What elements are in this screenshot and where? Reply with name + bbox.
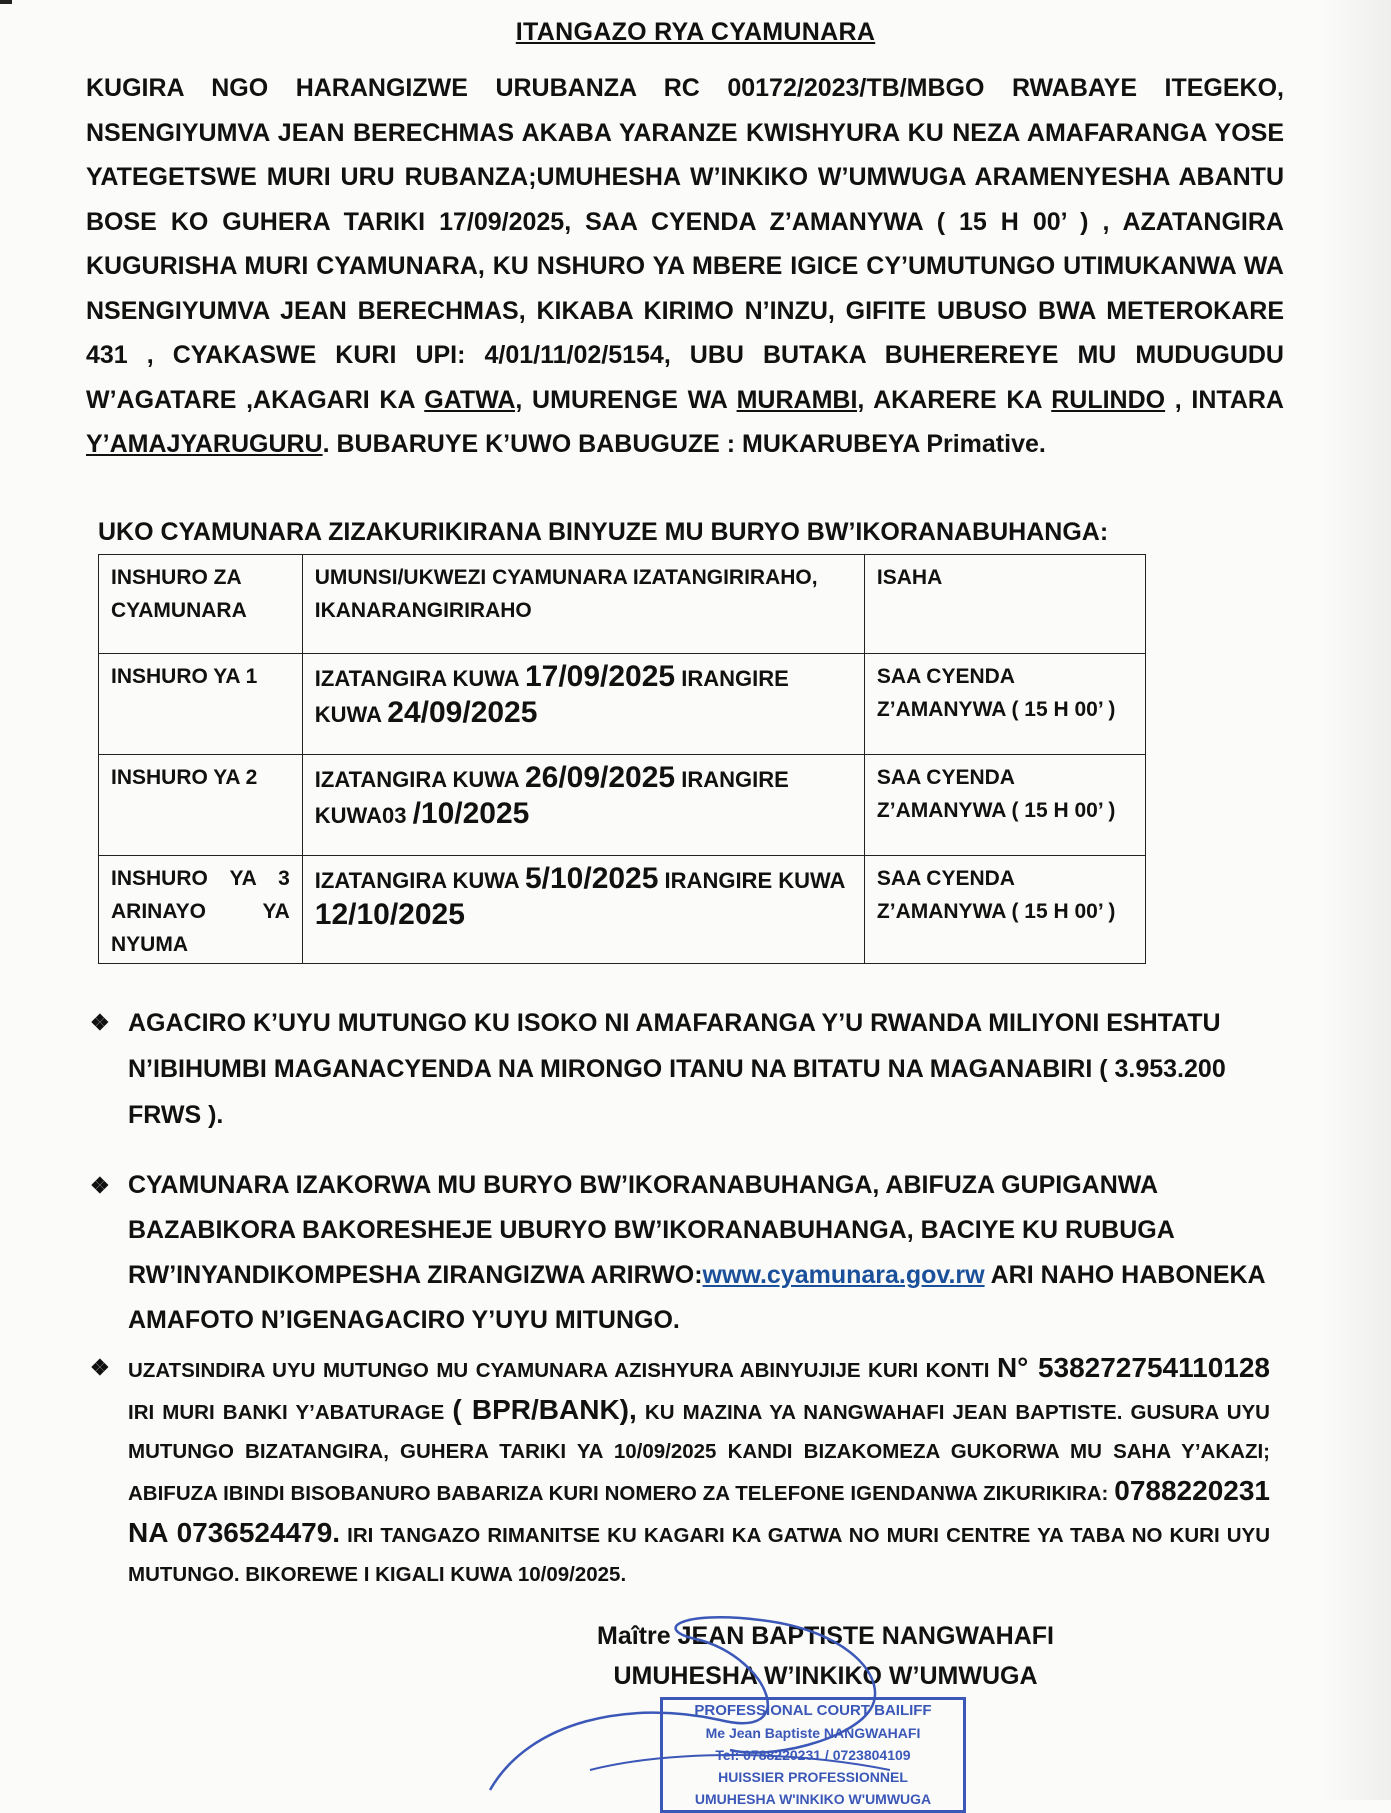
bullet-text-pre: CYAMUNARA IZAKORWA MU BURYO BW’IKORANABUHANGA, ABIFUZA GUPIGANWA BAZABIKORA BAKORESHEJE UBURYO BW’IKORANABUHANGA, BACIYE KU RUBUGA RW’INYANDIKOMPESHA ZIRANGIZWA ARIRWO: xyxy=(128,1171,1174,1289)
time-cell: SAA CYENDA Z’AMANYWA ( 15 H 00’ ) xyxy=(864,856,1145,964)
intro-text-3: AKARERE KA xyxy=(864,385,1052,414)
stamp-line-4: HUISSIER PROFESSIONNEL xyxy=(718,1769,908,1785)
schedule-heading: UKO CYAMUNARA ZIZAKURIKIRANA BINYUZE MU BURYO BW’IKORANABUHANGA: xyxy=(98,518,1109,546)
round-cell: INSHURO YA 1 xyxy=(99,654,303,755)
auction-website-link[interactable]: www.cyamunara.gov.rw xyxy=(702,1261,985,1289)
bullet-property-value xyxy=(90,1000,1240,1138)
signature-name: Maître JEAN BAPTISTE NANGWAHAFI xyxy=(597,1622,1054,1650)
bank-name: ( BPR/BANK), xyxy=(452,1394,637,1425)
dates-cell xyxy=(302,856,864,964)
start-date: 5/10/2025 xyxy=(524,862,659,895)
stamp-line-5: UMUHESHA W'INKIKO W'UMWUGA xyxy=(694,1791,932,1807)
intro-text-4: , INTARA xyxy=(1165,385,1284,414)
bullet-text-post: ARI NAHO HABONEKA AMAFOTO N’IGENAGACIRO Y’UYU MITUNGO. xyxy=(128,1261,1265,1334)
payment-text-c: KU MAZINA YA NANGWAHAFI JEAN BAPTISTE. GUSURA UYU MUTUNGO BIZATANGIRA, GUHERA TARIKI YA 10/09/2025 KANDI BIZAKOMEZA GUKORWA MU SAHA Y’AKAZI; ABIFUZA IBINDI BISOBANURO BABARIZA KURI NOMERO ZA TELEFONE IGENDANWA ZIKURIKIRA: xyxy=(128,1401,1270,1505)
dates-cell xyxy=(302,755,864,856)
place-murambi: MURAMBI, xyxy=(736,385,865,414)
table-row xyxy=(99,856,1146,964)
dates-pre: IZATANGIRA KUWA xyxy=(314,767,525,792)
dates-pre: IZATANGIRA KUWA xyxy=(314,868,525,893)
document-title: ITANGAZO RYA CYAMUNARA xyxy=(515,18,876,46)
phone-numbers: 0788220231 NA 0736524479. xyxy=(128,1475,1270,1548)
bullet-online-auction xyxy=(90,1163,1270,1343)
official-stamp xyxy=(660,1697,966,1813)
intro-text-2: UMURENGE WA xyxy=(522,385,737,414)
payment-text-d: IRI TANGAZO RIMANITSE KU KAGARI KA GATWA NO MURI CENTRE YA TABA NO KURI UYU MUTUNGO. BIKOREWE I KIGALI KUWA 10/09/2025. xyxy=(128,1524,1270,1586)
payment-text-b: IRI MURI BANKI Y’ABATURAGE xyxy=(128,1401,453,1424)
bullet-text xyxy=(128,1163,1270,1343)
bullet-text: AGACIRO K’UYU MUTUNGO KU ISOKO NI AMAFARANGA Y’U RWANDA MILIYONI ESHTATU N’IBIHUMBI MAGANACYENDA NA MIRONGO ITANU NA BITATU NA MAGANABIRI ( 3.953.200 FRWS ). xyxy=(128,1009,1226,1129)
start-date: 26/09/2025 xyxy=(524,761,676,794)
table-header-row xyxy=(99,555,1146,654)
diamond-bullet-icon: ❖ xyxy=(90,1173,110,1198)
time-cell: SAA CYENDA Z’AMANYWA ( 15 H 00’ ) xyxy=(864,755,1145,856)
header-cell-time: ISAHA xyxy=(864,555,1145,654)
auction-schedule-table xyxy=(98,554,1146,964)
place-rulindo: RULINDO xyxy=(1051,385,1166,414)
stamp-line-3: Tel: 0788220231 / 0723804109 xyxy=(715,1747,911,1763)
dates-cell xyxy=(302,654,864,755)
account-number: 538272754110128 xyxy=(1028,1352,1270,1383)
header-cell-round: INSHURO ZA CYAMUNARA xyxy=(99,555,303,654)
dates-mid: IRANGIRE KUWA xyxy=(314,666,789,727)
place-gatwa: GATWA, xyxy=(424,385,523,414)
end-date: 24/09/2025 xyxy=(387,696,538,729)
round-cell: INSHURO YA 3 ARINAYO YA NYUMA xyxy=(99,856,303,964)
bullet-text xyxy=(128,1348,1270,1594)
header-cell-dates: UMUNSI/UKWEZI CYAMUNARA IZATANGIRIRAHO, IKANARANGIRIRAHO xyxy=(302,555,864,654)
diamond-bullet-icon: ❖ xyxy=(90,1355,110,1380)
end-date: /10/2025 xyxy=(412,797,530,830)
stamp-line-1: PROFESSIONAL COURT BAILIFF xyxy=(694,1702,932,1719)
table-row xyxy=(99,755,1146,856)
end-date: 12/10/2025 xyxy=(314,898,465,931)
place-amajyaruguru: Y’AMAJYARUGURU xyxy=(86,430,323,458)
table-row xyxy=(99,654,1146,755)
time-cell: SAA CYENDA Z’AMANYWA ( 15 H 00’ ) xyxy=(864,654,1145,755)
number-sign: N° xyxy=(996,1352,1029,1383)
stamp-line-2: Me Jean Baptiste NANGWAHAFI xyxy=(705,1725,921,1741)
bullet-payment-info xyxy=(90,1348,1270,1594)
signature-role: UMUHESHA W’INKIKO W’UMWUGA xyxy=(613,1662,1038,1690)
payment-text-a: UZATSINDIRA UYU MUTUNGO MU CYAMUNARA AZISHYURA ABINYUJIJE KURI KONTI xyxy=(128,1359,997,1382)
intro-text-1: KUGIRA NGO HARANGIZWE URUBANZA RC 00172/2023/TB/MBGO RWABAYE ITEGEKO, NSENGIYUMVA JEAN BERECHMAS AKABA YARANZE KWISHYURA KU NEZA AMAFARANGA YOSE YATEGETSWE MURI URU RUBANZA;UMUHESHA W’INKIKO W’UMWUGA ARAMENYESHA ABANTU BOSE KO GUHERA TARIKI 17/09/2025, SAA CYENDA Z’AMANYWA ( 15 H 00’ ) , AZATANGIRA KUGURISHA MURI CYAMUNARA, KU NSHURO YA MBERE IGICE CY’UMUTUNGO UTIMUKANWA WA NSENGIYUMVA JEAN BERECHMAS, KIKABA KIRIMO N’INZU, GIFITE UBUSO BWA METEROKARE 431 , CYAKASWE KURI UPI: 4/01/11/02/5154, UBU BUTAKA BUHEREREYE MU MUDUGUDU W’AGATARE ,AKAGARI KA xyxy=(86,74,1284,414)
start-date: 17/09/2025 xyxy=(524,660,676,693)
dates-mid: IRANGIRE KUWA xyxy=(658,868,845,893)
dates-mid: IRANGIRE KUWA03 xyxy=(314,767,789,828)
intro-paragraph xyxy=(86,66,1284,467)
intro-text-5: . BUBARUYE K’UWO BABUGUZE : MUKARUBEYA Primative. xyxy=(322,430,1046,458)
dates-pre: IZATANGIRA KUWA xyxy=(314,666,525,691)
diamond-bullet-icon: ❖ xyxy=(90,1010,110,1035)
round-cell: INSHURO YA 2 xyxy=(99,755,303,856)
